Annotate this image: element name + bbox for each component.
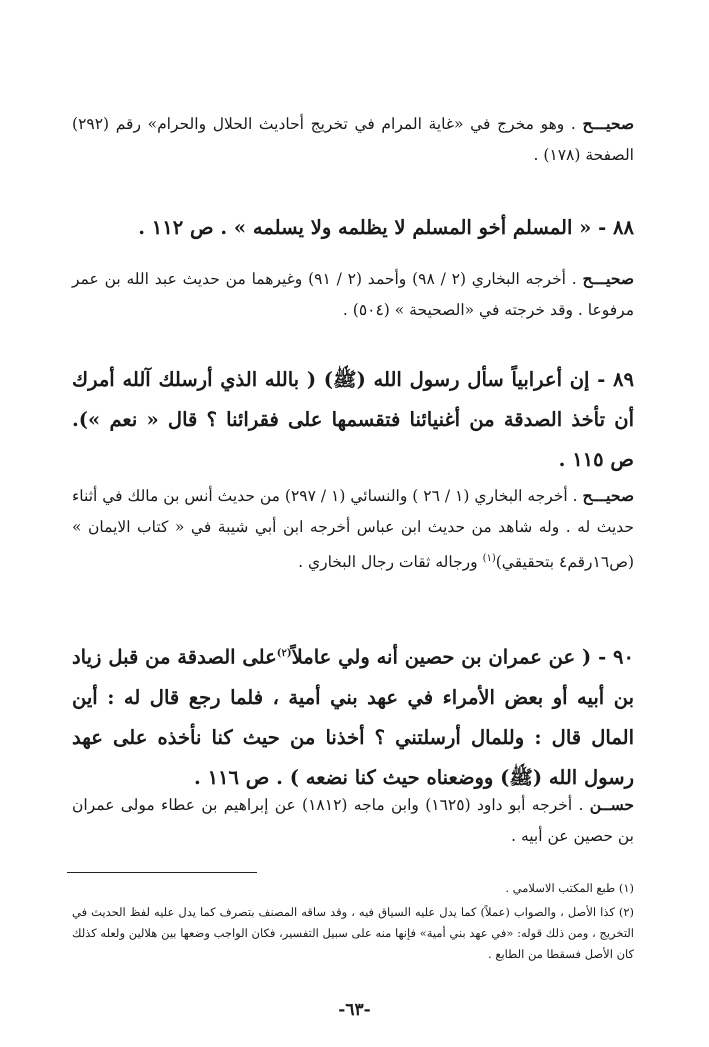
footnote-1: (١) طبع المكتب الاسلامي . — [505, 881, 634, 895]
prev-takhrij-text: . وهو مخرج في «غاية المرام في تخريج أحاديث الحلال والحرام» رقم (٢٩٢) الصفحة (١٧٨) . — [72, 115, 634, 164]
prev-takhrij — [72, 108, 634, 171]
takhrij-89-end: ورجاله ثقات رجال البخاري . — [298, 553, 478, 572]
page-number: -٦٣- — [338, 1000, 371, 1020]
grade-88: صحيـــح — [582, 269, 635, 288]
footnote-ref-1: (١) — [482, 553, 496, 564]
footnote-2: (٢) كذا الأصل ، والصواب (عملاً) كما يدل عليه السياق فيه ، وقد ساقه المصنف بتصرف كما يدل عليه لفظ الحديث في التخريج ، ومن ذلك قوله: «في عهد بني أمية» فإنها منه على سبيل التفسير، فكان الواجب وضعها بين هلالين ولعله كذلك كان الأصل فسقطا من الطابع . — [72, 905, 634, 961]
footnote-divider — [67, 872, 257, 873]
hadith-89: ٨٩ - إن أعرابياً سأل رسول الله (ﷺ) ( بالله الذي أرسلك آلله أمرك أن تأخذ الصدقة من أغنيائنا فتقسمها على فقرائنا ؟ قال « نعم »). ص ١١٥ . — [72, 368, 634, 471]
footnote-ref-2: (٢) — [276, 648, 292, 659]
hadith-90 — [72, 634, 634, 798]
takhrij-90 — [72, 789, 634, 852]
grade-89: صحيـــح — [582, 486, 634, 505]
grade-90: حســن — [589, 795, 634, 814]
takhrij-89 — [72, 480, 634, 578]
hadith-88: ٨٨ - « المسلم أخو المسلم لا يظلمه ولا يسلمه » . ص ١١٢ . — [138, 216, 634, 239]
takhrij-88-text: . أخرجه البخاري (٢ / ٩٨) وأحمد (٢ / ٩١) وغيرهما من حديث عبد الله بن عمر مرفوعا . وقد خرجته في «الصحيحة » (٥٠٤) . — [72, 270, 634, 319]
hadith-90-b: على الصدقة من قبل زياد بن أبيه أو بعض الأمراء في عهد بني أمية ، فلما رجع قال له : أين المال قال : وللمال أرسلتني ؟ أخذنا من حيث كنا نأخذه على عهد رسول الله (ﷺ) ووضعناه حيث كنا نضعه ) . ص ١١٦ . — [72, 645, 634, 789]
takhrij-89-text: . أخرجه البخاري (١ / ٢٦ ) والنسائي (١ / ٢٩٧) من حديث أنس بن مالك في أثناء حديث له . وله شاهد من حديث ابن عباس أخرجه ابن أبي شيبة في « كتاب الايمان » (ص١٦رقم٤ بتحقيقي) — [72, 487, 634, 572]
prev-grade: صحيـــح — [582, 114, 634, 133]
hadith-90-a: ٩٠ - ( عن عمران بن حصين أنه ولي عاملاً — [291, 645, 634, 669]
takhrij-90-text: . أخرجه أبو داود (١٦٢٥) وابن ماجه (١٨١٢) عن إبراهيم بن عطاء مولى عمران بن حصين عن أبيه . — [72, 796, 634, 845]
takhrij-88 — [72, 263, 634, 326]
